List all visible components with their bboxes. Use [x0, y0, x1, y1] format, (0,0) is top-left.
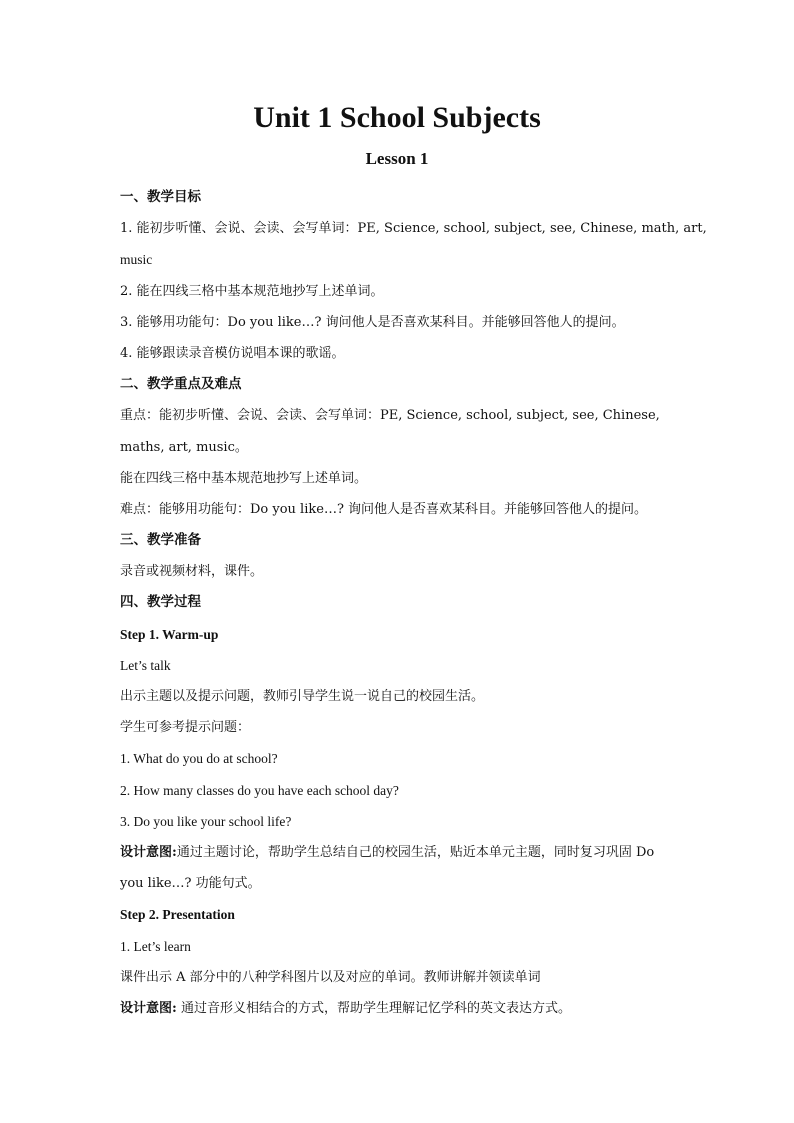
section-heading-process: 四、教学过程 [120, 594, 201, 611]
step1-intent-text: 通过主题讨论，帮助学生总结自己的校园生活，贴近本单元主题，同时复习巩固 Do [176, 844, 655, 860]
step2-paragraph-1: 课件出示 A 部分中的八种学科图片以及对应的单词。教师讲解并领读单词 [120, 969, 541, 985]
step1-question-1: 1. What do you do at school? [120, 751, 278, 767]
key-focus-line-3: 能在四线三格中基本规范地抄写上述单词。 [120, 470, 368, 486]
step2-subtitle: 1. Let’s learn [120, 938, 191, 954]
key-focus-line-1: 重点：能初步听懂、会说、会读、会写单词：PE, Science, school, subject, see, Chinese, [120, 408, 660, 424]
step1-paragraph-2: 学生可参考提示问题： [120, 720, 251, 736]
step1-intent-cont: you like…? 功能句式。 [120, 876, 261, 892]
step1-question-3: 3. Do you like your school life? [120, 813, 292, 829]
step1-question-2: 2. How many classes do you have each school day? [120, 782, 399, 798]
preparation-text: 录音或视频材料，课件。 [120, 564, 264, 580]
objective-item-1-cont: music [120, 252, 153, 268]
section-heading-objectives: 一、教学目标 [120, 189, 201, 205]
section-heading-key-points: 二、教学重点及难点 [120, 376, 242, 393]
step1-paragraph-1: 出示主题以及提示问题，教师引导学生说一说自己的校园生活。 [120, 689, 485, 704]
step2-title: Step 2. Presentation [120, 907, 235, 923]
lesson-subtitle: Lesson 1 [365, 149, 429, 168]
objective-item-3: 3. 能够用功能句：Do you like…? 询问他人是否喜欢某科目。并能够回答他人的提问。 [120, 314, 625, 330]
step1-title: Step 1. Warm-up [120, 626, 219, 642]
document-title: Unit 1 School Subjects [253, 101, 541, 134]
step2-intent-label: 设计意图: [120, 1000, 177, 1016]
step2-intent [120, 993, 680, 1024]
key-difficulty: 难点：能够用功能句：Do you like…? 询问他人是否喜欢某科目。并能够回答他人的提问。 [120, 501, 648, 517]
objective-item-2: 2. 能在四线三格中基本规范地抄写上述单词。 [120, 283, 384, 299]
step1-intent-label: 设计意图: [120, 844, 177, 860]
step1-subtitle: Let’s talk [120, 657, 171, 673]
document-body [120, 182, 707, 1024]
objective-item-4: 4. 能够跟读录音模仿说唱本课的歌谣。 [120, 345, 345, 361]
key-focus-line-2: maths, art, music。 [120, 439, 248, 455]
section-heading-preparation: 三、教学准备 [120, 532, 201, 549]
objective-item-1: 1. 能初步听懂、会说、会读、会写单词：PE, Science, school, subject, see, Chinese, math, art, [120, 221, 707, 237]
step1-intent [120, 837, 680, 868]
step2-intent-text: 通过音形义相结合的方式，帮助学生理解记忆学科的英文表达方式。 [176, 1000, 571, 1016]
